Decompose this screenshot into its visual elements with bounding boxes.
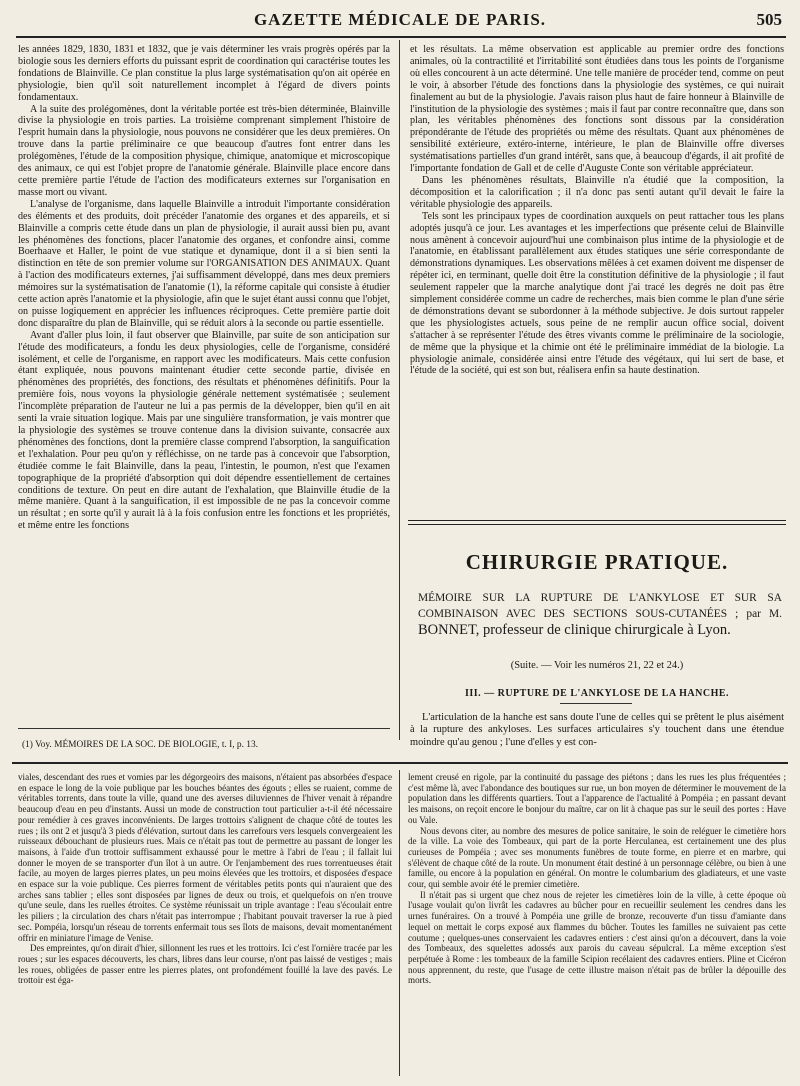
section-rule-top-2 <box>408 524 786 525</box>
footnote-rule <box>18 728 390 729</box>
header-rule <box>16 36 786 38</box>
article-title <box>418 590 782 639</box>
paragraph: Nous devons citer, au nombre des mesures de police sanitaire, le soin de reléguer le cimetière hors de la ville. La voie des Tombeaux, qui part de la porte Herculanea, est certainement une des plus curieuses de Pompéia ; avec ses monuments funèbres de toute forme, en pierre et en marbre, qui s'élèvent de chaque côté de la route. Un monument était destiné à un personnage célèbre, ou bien à une famille, ou encore à la population en général. On montre le columbarium des gladiateurs, et une vaste cour, qui semble avoir été le premier cimetière. <box>408 825 786 890</box>
paragraph: Avant d'aller plus loin, il faut observer que Blainville, par suite de son anticipation sur l'étude des modificateurs, a fondu les deux physiologies, celle de l'organisme, considéré isolément, et celle de l'organisme, en rapport avec les modificateurs. Mais cette confusion étant expliquée, nous pouvons maintenant étudier cette seconde partie, divisée en phénomènes des propriétés, des fonctions, des résultats et phénomènes définitifs. Pour la première fois, nous voyons la physiologie générale nettement systématisée ; seulement l'incomplète préparation de l'auteur ne lui a pas permis de la développer, bien qu'il en ait senti la vraie situation logique. Mais par une singulière transformation, je vais montrer que la physiologie des systèmes se trouve contenue dans la division suivante, consacrée aux phénomènes des fonctions, dont la première classe comprend l'absorption, la sanguification et l'exhalation. Pour peu qu'on y réfléchisse, on ne tarde pas à concevoir que l'absorption, étudiée comme le fait Blainville, dans la peau, l'intestin, le poumon, n'est que l'examen topographique de la propriété d'absorption qui doit dépendre essentiellement de certaines conditions de texture. On peut en dire autant de l'exhalation, que Blainville étudie de la même manière. Quant à la sanguification, il est impossible de ne pas la concevoir comme un résultat ; en sorte qu'il y aurait là à la fois confusion entre les fonctions et les propriétés, et même entre les fonctions <box>18 329 390 532</box>
page-header <box>0 8 800 34</box>
feuilleton-divider <box>399 770 400 1076</box>
article-author: BONNET, professeur de clinique chirurgicale à Lyon. <box>418 622 731 638</box>
column-right <box>410 44 784 510</box>
continuation-note: (Suite. — Voir les numéros 21, 22 et 24.) <box>510 660 684 671</box>
subsection-rule <box>560 703 632 704</box>
paragraph: A la suite des prolégomènes, dont la véritable portée est très-bien déterminée, Blainville divise la physiologie en trois parties. La troisième comprenant simplement l'histoire de l'esprit humain dans la physiologie, nous pouvons ne considérer que les deux premières. On trouve dans la partie préliminaire ce que beaucoup d'autres font entrer dans les prolégomènes, l'étude de la composition physique, chimique, anatomique et microscopique des animaux, ce qui est l'objet propre de l'anatomie générale. Blainville place encore dans cette première partie l'étude de l'action des modificateurs externes sur l'organisation en masse mort ou vivant. <box>18 103 390 198</box>
feuilleton-rule <box>12 762 788 764</box>
paragraph: L'analyse de l'organisme, dans laquelle Blainville a introduit l'importante considération des éléments et des produits, doit précéder l'anatomie des organes et des appareils, et si Blainville a compris cette étude dans un plan de physiologie, il aurait aussi bien pu, avant les phénomènes des fonctions, placer l'anatomie des organes, et confondre ainsi, comme Boerhaave et Haller, le point de vue statique et dynamique, dont il a si bien senti la distinction en tête de son premier volume sur l'ORGANISATION DES ANIMAUX. Quant à l'action des modificateurs externes, j'ai suffisamment développé, dans mes deux premiers mémoires sur la systématisation de l'anatomie (1), la réforme capitale qui consiste à étudier cette action après l'anatomie et la physiologie, afin que le sujet étant aussi connu que l'objet, on puisse logiquement en apprécier les influences réciproques. Cette première partie doit donc disparaître du plan de Blainville, qui se réduit alors à la seconde ou partie essentielle. <box>18 198 390 329</box>
section-title: CHIRURGIE PRATIQUE. <box>465 550 729 574</box>
page-number: 505 <box>756 10 782 29</box>
section-rule-top <box>408 520 786 521</box>
paragraph: Dans les phénomènes résultats, Blainville n'a étudié que la composition, la décomposition et la calorification ; il n'a donc pas senti autant qu'il devait le faire la véritable physiologie des appareils. <box>410 174 784 210</box>
paragraph: lement creusé en rigole, par la continuité du passage des piétons ; dans les rues les plus fréquentées ; c'est même là, avec l'abondance des boutiques sur rue, un bon moyen de déterminer le mouvement de la population dans les différents quartiers. Tout a l'apparence de l'actualité à Pompéia ; en passant devant les maisons, on reçoit encore le bonjour du maître, car on lit à chaque pas sur le seuil des portes : Have ou Vale. <box>408 772 786 825</box>
footnote: (1) Voy. MÉMOIRES DE LA SOC. DE BIOLOGIE, t. I, p. 13. <box>22 740 259 750</box>
feuilleton-left <box>18 772 392 1080</box>
article-author-prefix: par M. <box>746 608 782 620</box>
paragraph: Des empreintes, qu'on dirait d'hier, sillonnent les rues et les trottoirs. Ici c'est l'ornière tracée par les roues ; sur les espaces découverts, les chars, libres dans leur course, n'ont pas laissé de vestiges ; mais les roues, obligées de passer entre les pierres plates, ont profondément fouillé la lave des pavés. Le trottoir est éga- <box>18 943 392 986</box>
column-divider <box>399 40 400 740</box>
feuilleton-right <box>408 772 786 1080</box>
paragraph: Tels sont les principaux types de coordination auxquels on peut rattacher tous les plans adoptés jusqu'à ce jour. Les avantages et les imperfections que présente celui de Blainville nous amènent à concevoir aujourd'hui une combinaison plus intime de la physiologie et de l'anatomie, en établissant parallèlement aux études statiques une série correspondante de démonstrations dynamiques. Les observations mêlées à cet examen doivent me dispenser de répéter ici, en terminant, quelle doit être la constitution définitive de la physiologie ; il faut seulement rappeler que la marche analytique dont j'ai tracé les degrés ne doit pas être simplement considérée comme un cadre de recherches, mais bien comme le plan d'une série de démonstrations devant se subordonner à la méthode subjective. Je dois surtout rappeler que les physiologistes actuels, sous peine de ne remplir aucun office social, doivent s'attacher à se représenter l'étude des êtres vivants comme le préliminaire de la sociologie, de même que la physique et la chimie ont été le préliminaire immédiat de la biologie. La physiologie animale, considérée ainsi entre l'étude des végétaux, qui lui sert de base, et l'étude de la société, qui est son but, réalisera enfin sa haute destination. <box>410 210 784 377</box>
article-heading: MÉMOIRE SUR LA RUPTURE DE L'ANKYLOSE ET SUR SA COMBINAISON AVEC DES SECTIONS SOUS-CUTANÉES ; <box>418 592 782 620</box>
article-body <box>410 712 784 749</box>
journal-title: GAZETTE MÉDICALE DE PARIS. <box>253 10 547 29</box>
paragraph: viales, descendant des rues et vomies par les dégorgeoirs des maisons, n'étaient pas absorbées d'espace en espace le long de la voie publique par les bouches béantes des égouts ; elles se ruaient, comme de véritables torrents, dans toute la ville, quand une des averses diluviennes de l'hiver venait à répandre beaucoup d'eau en peu d'instants. Aussi un mode de construction tout particulier a-t-il été nécessaire pour remédier à ces graves inconvénients. De larges trottoirs s'alignent de chaque côté de toutes les rues ; ils ont 2 et jusqu'à 3 pieds d'élévation, surtout dans les carrefours vers lesquels convergeaient les ruisseaux débouchant de plusieurs rues. Mais ce n'était pas tout de permettre au passant de longer les maisons, à l'aide d'un trottoir suffisamment exhaussé pour le mettre à l'abri de l'eau ; il fallait lui donner le moyen de se transporter d'un îlot à un autre. Or l'enjambement des rues torrentueuses était facile, au moyen de larges pierres plates, un peu moins élevées que les trottoirs, et disposées d'espace en espace sur la voie publique. Ces pierres forment de véritables petits ponts qui n'auraient que des arches sans tablier ; elles sont disposées par lignes de deux ou trois, et quelquefois on n'en trouve qu'une seule, dans les ruelles étroites. Ce système réunissait un triple avantage : l'eau s'écoulait entre les piliers ; la circulation des chars n'était pas interrompue ; l'habitant pouvait traverser la rue à pied sec. Pompéia, lorsqu'un réseau de torrents enfermait tous ses îlots de maisons, devait momentanément offrir en miniature l'image de Venise. <box>18 772 392 943</box>
column-left <box>18 44 390 722</box>
subsection-heading: III. — RUPTURE DE L'ANKYLOSE DE LA HANCHE. <box>464 688 730 699</box>
paragraph: L'articulation de la hanche est sans doute l'une de celles qui se prêtent le plus aisément à la rupture des ankyloses. Les surfaces articulaires s'y touchent dans une étendue moindre qu'au genou ; l'une d'elles y est con- <box>410 712 784 748</box>
paragraph: les années 1829, 1830, 1831 et 1832, que je vais déterminer les vrais progrès opérés par la biologie sous les derniers efforts du puissant esprit de coordination qui caractérise toutes les fondations de Blainville. Ce plan constitue la plus large systématisation qu'on ait opérée en physiologie, bien qu'il soit naturellement incomplet à l'égard de divers points fondamentaux. <box>18 44 390 103</box>
paragraph: Il n'était pas si urgent que chez nous de rejeter les cimetières loin de la ville, à cette époque où l'usage voulait qu'on livrât les cadavres au bûcher pour en recueillir seulement les cendres dans les urnes funéraires. On a trouvé à Pompéia une grille de bronze, recouverte d'un tissu d'amiante dans lequel on mettait le corps exposé aux flammes du bûcher. Toutes les familles ne suivaient pas cette coutume ; quelques-unes conservaient les cadavres entiers : c'est ainsi qu'on a découvert, dans la voie des Tombeaux, des squelettes adossés aux parois du caveau sépulcral. La même exception s'est perpétuée à Rome : les tombeaux de la famille Scipion recélaient des cadavres entiers. Pline et Cicéron nous apprennent, du reste, que l'usage de cette illustre maison n'était pas de brûler la dépouille des morts. <box>408 889 786 986</box>
paragraph: et les résultats. La même observation est applicable au premier ordre des fonctions animales, où la contractilité et l'irritabilité sont étudiées dans tous les points de l'organisme où elles concourent à un acte déterminé. Une telle manière de procéder tend, comme on peut le voir, à absorber l'étude des fonctions dans la physiologie des systèmes, ce qui nuirait finalement au but de la physiologie. J'avais raison plus haut de faire honneur à Blainville de l'institution de la physiologie des systèmes ; mais il faut par contre reconnaître que, dans son plan, les véritables phénomènes des fonctions sont dissous par la considération prépondérante de l'étude des propriétés ou même des résultats. Quant aux phénomènes de sensibilité extérieure, extéro-interne, intérieure, le plan de Blainville offre diverses systématisations partielles d'un grand intérêt, sans que, à beaucoup d'égards, il ait profité de l'importante fondation de Gall et de celle d'Auguste Conte son véritable appréciateur. <box>410 44 784 175</box>
